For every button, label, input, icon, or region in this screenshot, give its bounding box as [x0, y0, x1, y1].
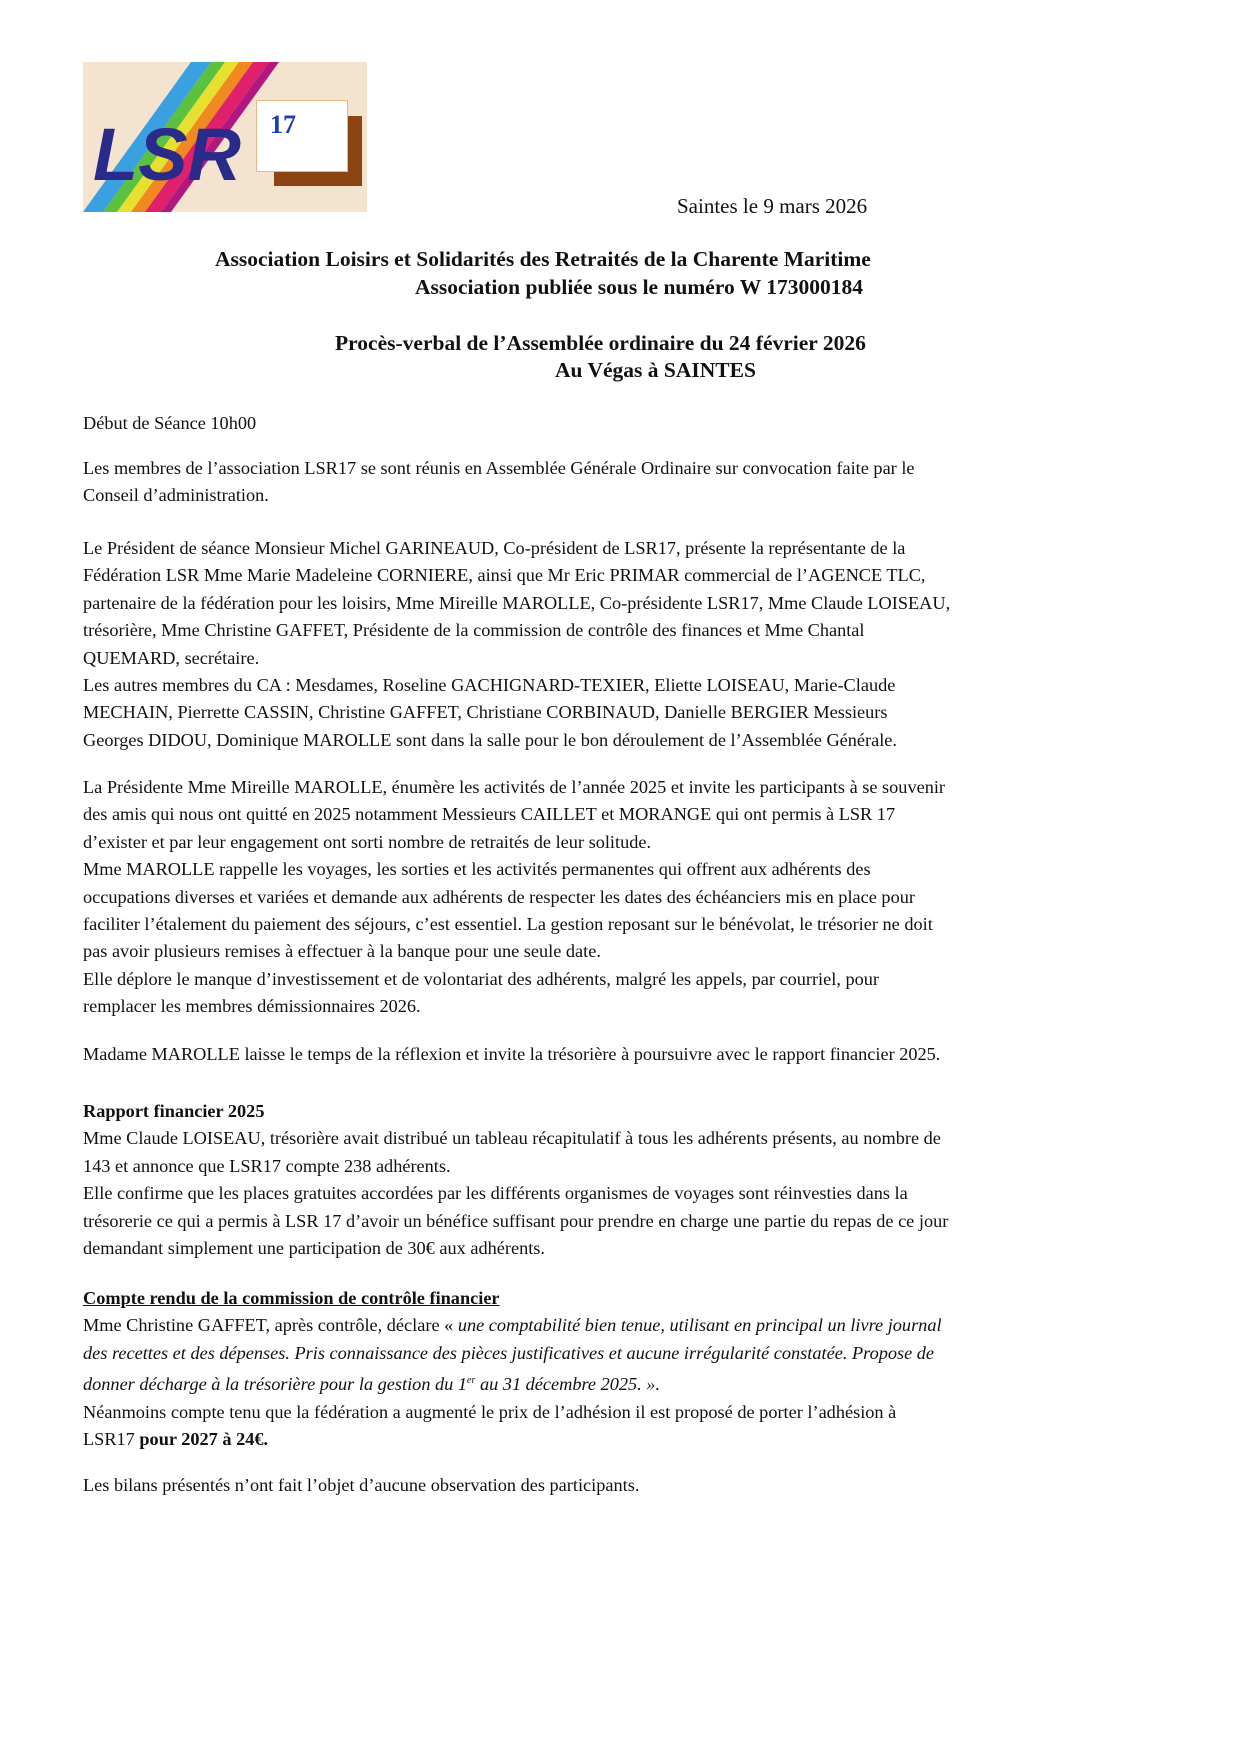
section-control-commission: Compte rendu de la commission de contrôle financier Mme Christine GAFFET, après contrôle, déclare « une comptabilité bien tenue, utilisant en principal un livre journal des recettes et des dépenses. Pris connaissance des pièces justificatives et aucune irrégularité constatée. Propose de donner décharge à la trésorière pour la gestion du 1er au 31 décembre 2025. ». Néanmoins compte tenu que la fédération a augmenté le prix de l’adhésion il est proposé de porter l’adhésion à LSR17 pour 2027 à 24€. — [83, 1285, 1063, 1454]
association-registration: Association publiée sous le numéro W 173000184 — [415, 275, 863, 299]
association-title: Association Loisirs et Solidarités des Retraités de la Charente Maritime — [215, 247, 871, 271]
document-location: Au Végas à SAINTES — [555, 358, 756, 382]
document-date: Saintes le 9 mars 2026 — [677, 194, 868, 218]
document-title: Procès-verbal de l’Assemblée ordinaire du 24 février 2026 — [335, 331, 866, 355]
section-financial-report: Rapport financier 2025 Mme Claude LOISEAU, trésorière avait distribué un tableau récapitulatif à tous les adhérents présents, au nombre de 143 et annonce que LSR17 compte 238 adhérents. Elle confirme que les places gratuites accordées par les différents organismes de voyages sont réinvesties dans la trésorerie ce qui a permis à LSR 17 d’avoir un bénéfice suffisant pour prendre en charge une partie du repas de ce jour demandant simplement une participation de 30€ aux adhérents. — [83, 1098, 1063, 1262]
financial-report-heading: Rapport financier 2025 — [83, 1101, 265, 1121]
session-start: Début de Séance 10h00 — [83, 413, 257, 433]
logo-number: 17 — [270, 110, 296, 139]
control-commission-heading: Compte rendu de la commission de contrôle financier — [83, 1288, 500, 1308]
logo-text: LSR — [93, 113, 241, 196]
paragraph-activities: La Présidente Mme Mireille MAROLLE, énumère les activités de l’année 2025 et invite les participants à se souvenir des amis qui nous ont quitté en 2025 notamment Messieurs CAILLET et MORANGE qui ont permis à LSR 17 d’exister et par leur engagement ont sorti nombre de retraités de leur solitude. Mme MAROLLE rappelle les voyages, les sorties et les activités permanentes qui offrent aux adhérents des occupations diverses et variées et demande aux adhérents de respecter les dates des échéanciers mis en place pour faciliter l’étalement du paiement des séjours, c’est essentiel. La gestion reposant sur le bénévolat, le trésorier ne doit pas avoir plusieurs remises à effectuer à la banque pour une seule date. Elle déplore le manque d’investissement et de volontariat des adhérents, malgré les appels, par courriel, pour remplacer les membres démissionnaires 2026. — [83, 777, 946, 1017]
paragraph-members: Les membres de l’association LSR17 se sont réunis en Assemblée Générale Ordinaire sur convocation faite par le Conseil d’administration. — [83, 458, 915, 506]
lsr17-logo — [83, 62, 367, 212]
paragraph-bilans: Les bilans présentés n’ont fait l’objet d’aucune observation des participants. — [83, 1475, 640, 1495]
paragraph-president: Le Président de séance Monsieur Michel GARINEAUD, Co-président de LSR17, présente la représentante de la Fédération LSR Mme Marie Madeleine CORNIERE, ainsi que Mr Eric PRIMAR commercial de l’AGENCE TLC, partenaire de la fédération pour les loisirs, Mme Mireille MAROLLE, Co-présidente LSR17, Mme Claude LOISEAU, trésorière, Mme Christine GAFFET, Présidente de la commission de contrôle des finances et Mme Chantal QUEMARD, secrétaire. Les autres membres du CA : Mesdames, Roseline GACHIGNARD-TEXIER, Eliette LOISEAU, Marie-Claude MECHAIN, Pierrette CASSIN, Christine GAFFET, Christiane CORBINAUD, Danielle BERGIER Messieurs Georges DIDOU, Dominique MAROLLE sont dans la salle pour le bon déroulement de l’Assemblée Générale. — [83, 538, 951, 750]
paragraph-reflection: Madame MAROLLE laisse le temps de la réflexion et invite la trésorière à poursuivre avec le rapport financier 2025. — [83, 1044, 941, 1064]
